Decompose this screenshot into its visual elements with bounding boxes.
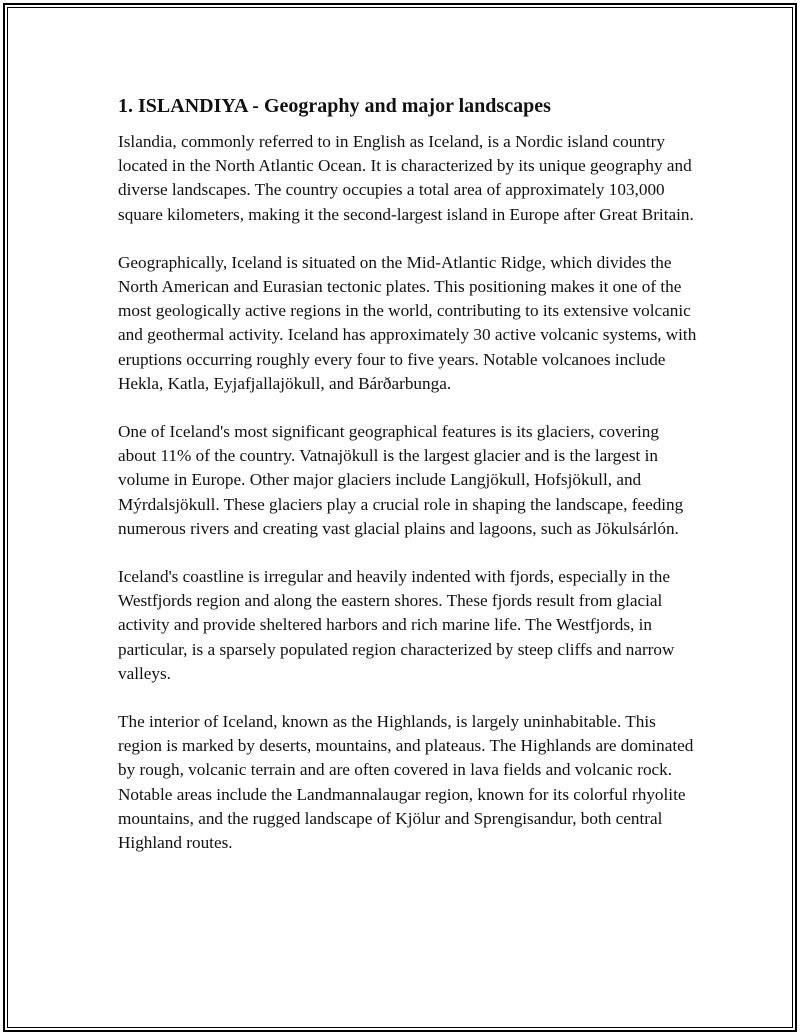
paragraph-glaciers: One of Iceland's most significant geographical features is its glaciers, covering about 11% of the country. Vatnajökull is the largest glacier and is the largest in volume in Europe. Other major glaciers include Langjökull, Hofsjökull, and Mýrdalsjökull. These glaciers play a crucial role in shaping the landscape, feeding numerous rivers and creating vast glacial plains and lagoons, such as Jökulsárlón. [118, 422, 684, 538]
paragraph-overview: Islandia, commonly referred to in English as Iceland, is a Nordic island country located in the North Atlantic Ocean. It is characterized by its unique geography and diverse landscapes. The country occupies a total area of approximately 103,000 square kilometers, making it the second-largest island in Europe after Great Britain. [118, 132, 694, 224]
document-body [118, 92, 698, 879]
paragraph-highlands: The interior of Iceland, known as the Highlands, is largely uninhabitable. This region is marked by deserts, mountains, and plateaus. The Highlands are dominated by rough, volcanic terrain and are often covered in lava fields and volcanic rock. Notable areas include the Landmannalaugar region, known for its colorful rhyolite mountains, and the rugged landscape of Kjölur and Sprengisandur, both central Highland routes. [118, 712, 694, 853]
section-heading: 1. ISLANDIYA - Geography and major landscapes [118, 95, 551, 117]
paragraph-coastline: Iceland's coastline is irregular and heavily indented with fjords, especially in the Westfjords region and along the eastern shores. These fjords result from glacial activity and provide sheltered harbors and rich marine life. The Westfjords, in particular, is a sparsely populated region characterized by steep cliffs and narrow valleys. [118, 567, 675, 683]
paragraph-tectonics: Geographically, Iceland is situated on the Mid-Atlantic Ridge, which divides the North American and Eurasian tectonic plates. This positioning makes it one of the most geologically active regions in the world, contributing to its extensive volcanic and geothermal activity. Iceland has approximately 30 active volcanic systems, with eruptions occurring roughly every four to five years. Notable volcanoes include Hekla, Katla, Eyjafjallajökull, and Bárðarbunga. [118, 252, 697, 393]
